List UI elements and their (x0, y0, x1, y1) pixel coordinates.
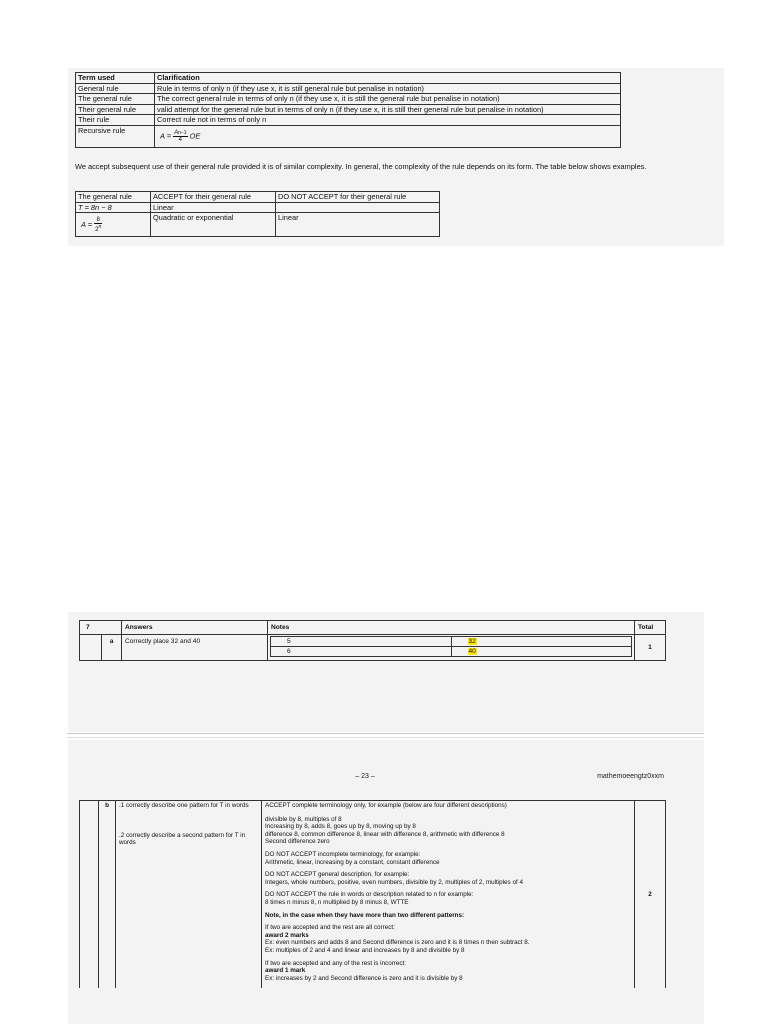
placement-table (270, 636, 632, 657)
incomplete-terminology (265, 851, 631, 866)
pair-left: 6 (271, 647, 452, 657)
margin-cell (80, 635, 102, 661)
formula-fraction (94, 217, 102, 233)
formula-lhs: A = (81, 219, 93, 229)
table-row (271, 637, 632, 647)
accept-line: divisible by 8, multiples of 8 (265, 815, 342, 823)
accept-line: Second difference zero (265, 838, 330, 846)
award-two-marks-case (265, 924, 631, 954)
table-row (76, 94, 621, 105)
complexity-paragraph: We accept subsequent use of their general rule provided it is of similar complexity. In general, the complexity of the rule depends on its form. The table below shows examples. (75, 162, 647, 171)
multiple-patterns-note: Note, in the case when they have more than two different patterns: (265, 911, 465, 919)
pair-right (451, 637, 632, 647)
general-rule-header: The general rule (76, 192, 151, 203)
fraction-denominator: 4 (178, 136, 183, 143)
pair-right (451, 647, 632, 657)
reject-cell: Linear (276, 213, 440, 237)
formula-lhs: A = (160, 131, 172, 141)
total-cell: 1 (635, 635, 666, 661)
notes-cell (262, 801, 635, 989)
accept-heading: ACCEPT complete terminology only, for example (below are four different descriptions) (265, 802, 507, 809)
question-7-header (80, 621, 666, 635)
accept-header: ACCEPT for their general rule (151, 192, 276, 203)
total-cell: 2 (635, 801, 666, 989)
example-line: Ex: multiples of 2 and 4 and linear and increases by 8 and divisible by 8 (265, 946, 465, 954)
award-one-mark-case (265, 960, 631, 983)
terms-table (75, 72, 621, 148)
criterion-2: .2 correctly describe a second pattern for T in words (119, 831, 246, 847)
clarification-header: Clarification (155, 73, 621, 84)
table-row (76, 202, 440, 213)
term-cell: General rule (76, 83, 155, 94)
fraction-denominator: 2$^n$ (95, 223, 102, 233)
examples-table (75, 191, 440, 237)
accept-line: difference 8, common difference 8, linear with difference 8, arithmetic with difference 8 (265, 830, 505, 838)
accept-examples (265, 816, 631, 846)
table-row (76, 104, 621, 115)
example-line: Ex: increases by 2 and Second difference is zero and it is divisible by 8 (265, 974, 463, 982)
clarification-cell: Rule in terms of only n (if they use x, it is still general rule but penalise in notation) (155, 83, 621, 94)
notes-cell (268, 635, 635, 661)
margin-cell (80, 801, 99, 989)
page-break-line (67, 733, 704, 734)
note-text: Arithmetic, linear, increasing by a constant, constant difference (265, 858, 440, 866)
table-row (76, 213, 440, 237)
clarification-cell: valid attempt for the general rule but in terms of only n (if they use x, it is still their general rule but penalise in notation) (155, 104, 621, 115)
part-label: a (102, 635, 122, 661)
term-cell: Their rule (76, 115, 155, 126)
table-row (76, 83, 621, 94)
note-heading: DO NOT ACCEPT general description, for example: (265, 871, 410, 879)
table-row (76, 125, 621, 147)
note-heading: DO NOT ACCEPT incomplete terminology, for example: (265, 850, 421, 858)
formula-fraction (173, 130, 188, 143)
criteria-cell (116, 801, 262, 989)
table-row (76, 115, 621, 126)
question-number: 7 (80, 621, 122, 635)
reject-cell (276, 202, 440, 213)
question-7b-table (79, 800, 666, 988)
notes-header: Notes (268, 621, 635, 635)
examples-table-header (76, 192, 440, 203)
term-cell: Recursive rule (76, 125, 155, 147)
part-label: b (99, 801, 116, 989)
question-7-table (79, 620, 666, 661)
pair-left: 5 (271, 637, 452, 647)
term-cell: The general rule (76, 94, 155, 105)
document-code: mathemoeengtz0xxm (597, 773, 664, 780)
recursive-formula (155, 125, 621, 147)
question-7b-row (80, 801, 666, 989)
example-line: Ex: even numbers and adds 8 and Second difference is zero and it is 8 times n then subtract 8. (265, 939, 530, 947)
rule-cell: T = 8n − 8 (76, 202, 151, 213)
page-break-line (67, 737, 704, 738)
criterion-1: .1 correctly describe one pattern for T in words (119, 802, 249, 809)
general-description (265, 871, 631, 886)
note-text: Integers, whole numbers, positive, even numbers, divisible by 2, multiples of 2, multiples of 4 (265, 878, 523, 886)
reject-header: DO NOT ACCEPT for their general rule (276, 192, 440, 203)
clarification-cell: Correct rule not in terms of only n (155, 115, 621, 126)
note-heading: DO NOT ACCEPT the rule in words or description related to n for example: (265, 891, 474, 899)
accept-cell: Linear (151, 202, 276, 213)
question-7a-row (80, 635, 666, 661)
highlighted-value: 40 (468, 648, 476, 655)
terms-table-header (76, 73, 621, 84)
fraction-numerator: 8 (94, 217, 102, 224)
table-row (271, 647, 632, 657)
fraction-numerator: An−1 (174, 129, 187, 136)
total-header: Total (635, 621, 666, 635)
case-line: If two are accepted and any of the rest is incorrect: award 1 mark (265, 959, 407, 975)
answers-header: Answers (122, 621, 268, 635)
clarification-cell: The correct general rule in terms of only n (if they use x, it is still the general rule but penalise in notation) (155, 94, 621, 105)
accept-cell: Quadratic or exponential (151, 213, 276, 237)
case-line: If two are accepted and the rest are all correct: award 2 marks (265, 924, 395, 939)
answer-cell: Correctly place 32 and 40 (122, 635, 268, 661)
page-number: – 23 – (355, 773, 375, 780)
highlighted-value: 32 (468, 638, 476, 645)
term-cell: Their general rule (76, 104, 155, 115)
formula-suffix: OE (189, 131, 201, 141)
accept-line: Increasing by 8, adds 8, goes up by 8, moving up by 8 (265, 823, 416, 831)
rule-in-words (265, 891, 631, 906)
note-text: 8 times n minus 8, n multiplied by 8 minus 8, WTTE (265, 898, 409, 906)
term-header: Term used (76, 73, 155, 84)
rule-cell (76, 213, 151, 237)
